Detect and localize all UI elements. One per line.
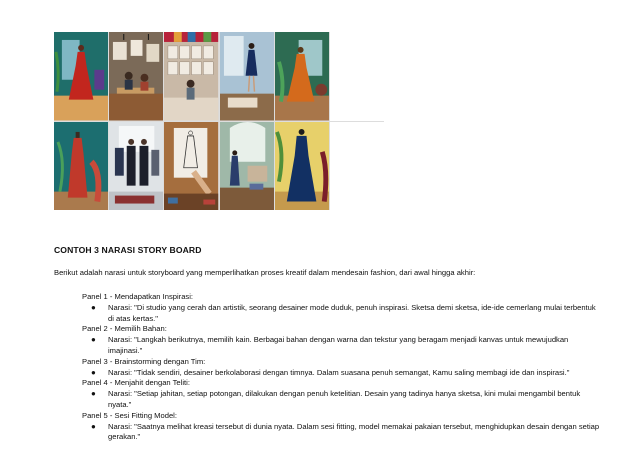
storyboard-panel-2	[109, 32, 163, 121]
panel-title-1: Panel 1 - Mendapatkan Inspirasi:	[82, 292, 194, 301]
narration-list	[82, 292, 602, 443]
panel-title-2: Panel 2 - Memilih Bahan:	[82, 324, 167, 334]
storyboard-panel-blank-2	[330, 122, 384, 211]
narration-text: Narasi: "Di studio yang cerah dan artistik, seorang desainer mode duduk, penuh inspirasi. Sketsa demi sketsa, ide-ide cemerlang mulai terbentuk di atas kertas."	[108, 302, 596, 323]
storyboard-panel-5	[275, 32, 329, 121]
narration-text: Narasi: "Tidak sendiri, desainer berkolaborasi dengan timnya. Dalam suasana penuh semangat, Kamu saling membagi ide dan inspirasi."	[108, 367, 570, 377]
storyboard-panel-8	[164, 122, 218, 211]
panel-narration-5	[82, 422, 602, 444]
panel-narration-1	[82, 303, 602, 325]
bullet-icon: ●	[91, 389, 96, 399]
panel-title-4: Panel 4 - Menjahit dengan Teliti:	[82, 378, 190, 388]
bullet-icon: ●	[91, 302, 96, 312]
panel-title-3: Panel 3 - Brainstorming dengan Tim:	[82, 356, 206, 366]
narration-text: Narasi: "Langkah berikutnya, memilih kain. Berbagai bahan dengan warna dan tekstur yang beragam menjadi kanvas untuk mewujudkan imajinasi."	[108, 335, 569, 355]
storyboard-panel-10	[275, 122, 329, 211]
storyboard-panel-6	[54, 122, 108, 211]
storyboard-image	[54, 32, 384, 210]
panel-narration-3	[82, 368, 602, 379]
narration-text: Narasi: "Setiap jahitan, setiap potongan, dilakukan dengan penuh ketelitian. Desain yang tadinya hanya sketsa, kini mulai mengambil bentuk nyata."	[108, 389, 581, 409]
narration-text: Narasi: "Saatnya melihat kreasi tersebut di dunia nyata. Dalam sesi fitting, model memakai pakaian tersebut, menghidupkan desain dengan setiap gerakan."	[108, 421, 600, 442]
bullet-icon: ●	[91, 335, 96, 345]
storyboard-panel-7	[109, 122, 163, 211]
bullet-icon: ●	[91, 421, 96, 431]
panel-title-5: Panel 5 - Sesi Fitting Model:	[82, 410, 177, 420]
storyboard-panel-blank	[330, 32, 384, 121]
panel-narration-2	[82, 335, 602, 357]
section-heading: CONTOH 3 NARASI STORY BOARD	[54, 245, 202, 255]
storyboard-panel-9	[220, 122, 274, 211]
storyboard-panel-1	[54, 32, 108, 121]
storyboard-panel-4	[220, 32, 274, 121]
bullet-icon: ●	[91, 367, 96, 377]
storyboard-panel-3	[164, 32, 218, 121]
intro-text: Berikut adalah narasi untuk storyboard yang memperlihatkan proses kreatif dalam mendesain fashion, dari awal hingga akhir:	[54, 268, 476, 277]
panel-narration-4	[82, 389, 602, 411]
